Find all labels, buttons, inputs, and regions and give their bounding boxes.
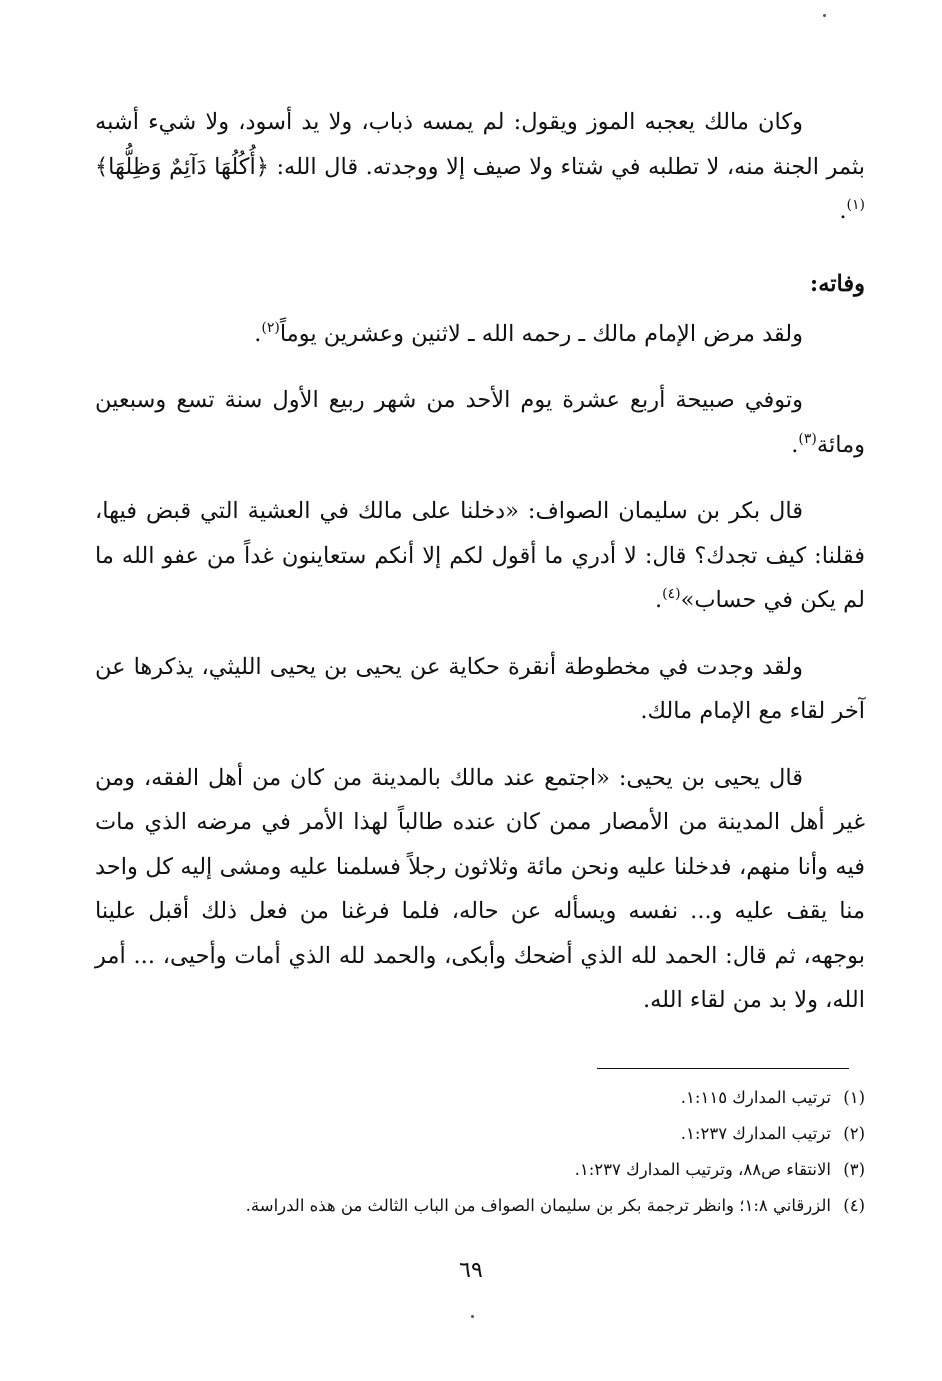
footnote-divider <box>597 1068 849 1069</box>
paragraph-text: قال يحيى بن يحيى: «اجتمع عند مالك بالمدينة من كان من أهل الفقه، ومن غير أهل المدينة من الأمصار ممن كان عنده طالباً لهذا الأمر في مرضه الذي مات فيه وأنا منهم، فدخلنا عليه ونحن مائة وثلاثون رجلاً فسلمنا عليه ومشى إليه كل واحد منا يقف عليه و... نفسه ويسأله عن حاله، فلما فرغنا من فعل ذلك أقبل علينا بوجهه، ثم قال: الحمد لله الذي أضحك وأبكى، والحمد لله الذي أمات وأحيى، ... أمر الله، ولا بد من لقاء الله. <box>95 764 865 1013</box>
footnote-text: الانتقاء ص٨٨، وترتيب المدارك ١:٢٣٧. <box>574 1160 831 1179</box>
footnote-text: ترتيب المدارك ١:١١٥. <box>680 1088 831 1107</box>
footnote-item <box>95 1152 865 1188</box>
section-heading: وفاته: <box>809 270 865 297</box>
footnote-text: ترتيب المدارك ١:٢٣٧. <box>680 1124 831 1143</box>
footnote-ref: (٤) <box>662 586 681 602</box>
scan-speck <box>471 1315 474 1318</box>
footnote-ref: (٢) <box>261 319 280 336</box>
footnote-number: (١) <box>843 1088 865 1107</box>
paragraph-end: . <box>654 587 663 613</box>
footnote-number: (٢) <box>843 1124 865 1143</box>
footnotes <box>95 1080 865 1224</box>
paragraph-text: وكان مالك يعجبه الموز ويقول: لم يمسه ذباب، ولا يد أسود، ولا شيء أشبه بثمر الجنة منه، لا تطلبه في شتاء ولا صيف إلا ووجدته. قال الله: ﴿أُكُلُهَا دَآئِمٌ وَظِلُّهَا﴾ <box>95 109 865 180</box>
paragraph-text: قال بكر بن سليمان الصواف: «دخلنا على مالك في العشية التي قبض فيها، فقلنا: كيف تجدك؟ قال: لا أدري ما أقول لكم إلا أنكم ستعاينون غداً من عفو الله ما لم يكن في حساب» <box>95 498 865 613</box>
footnote-number: (٣) <box>843 1160 865 1179</box>
footnote-item <box>95 1080 865 1116</box>
footnote-ref: (٣) <box>798 430 817 447</box>
paragraph-text: ولقد مرض الإمام مالك ـ رحمه الله ـ لاثنين وعشرين يوماً <box>279 320 803 347</box>
paragraph-text: وتوفي صبيحة أربع عشرة يوم الأحد من شهر ربيع الأول سنة تسع وسبعين ومائة <box>95 387 865 458</box>
page-body <box>95 100 865 1045</box>
page-number: ٦٩ <box>459 1258 483 1283</box>
paragraph-bakr-quote <box>95 489 865 623</box>
paragraph-text: ولقد وجدت في مخطوطة أنقرة حكاية عن يحيى بن يحيى الليثي، يذكرها عن آخر لقاء مع الإمام مالك. <box>95 653 865 724</box>
scan-speck <box>823 14 826 17</box>
footnote-item <box>95 1116 865 1152</box>
paragraph-illness <box>95 312 865 357</box>
paragraph-manuscript <box>95 645 865 734</box>
paragraph-end: . <box>839 198 847 224</box>
paragraph-banana <box>95 100 865 234</box>
paragraph-end: . <box>791 431 799 458</box>
footnote-ref: (١) <box>846 197 865 213</box>
footnote-item <box>95 1188 865 1224</box>
footnote-number: (٤) <box>843 1196 865 1215</box>
footnote-text: الزرقاني ١:٨؛ وانظر ترجمة بكر بن سليمان الصواف من الباب الثالث من هذه الدراسة. <box>245 1196 831 1215</box>
paragraph-yahya-quote <box>95 756 865 1023</box>
paragraph-death-date <box>95 378 865 467</box>
paragraph-end: . <box>254 320 262 347</box>
